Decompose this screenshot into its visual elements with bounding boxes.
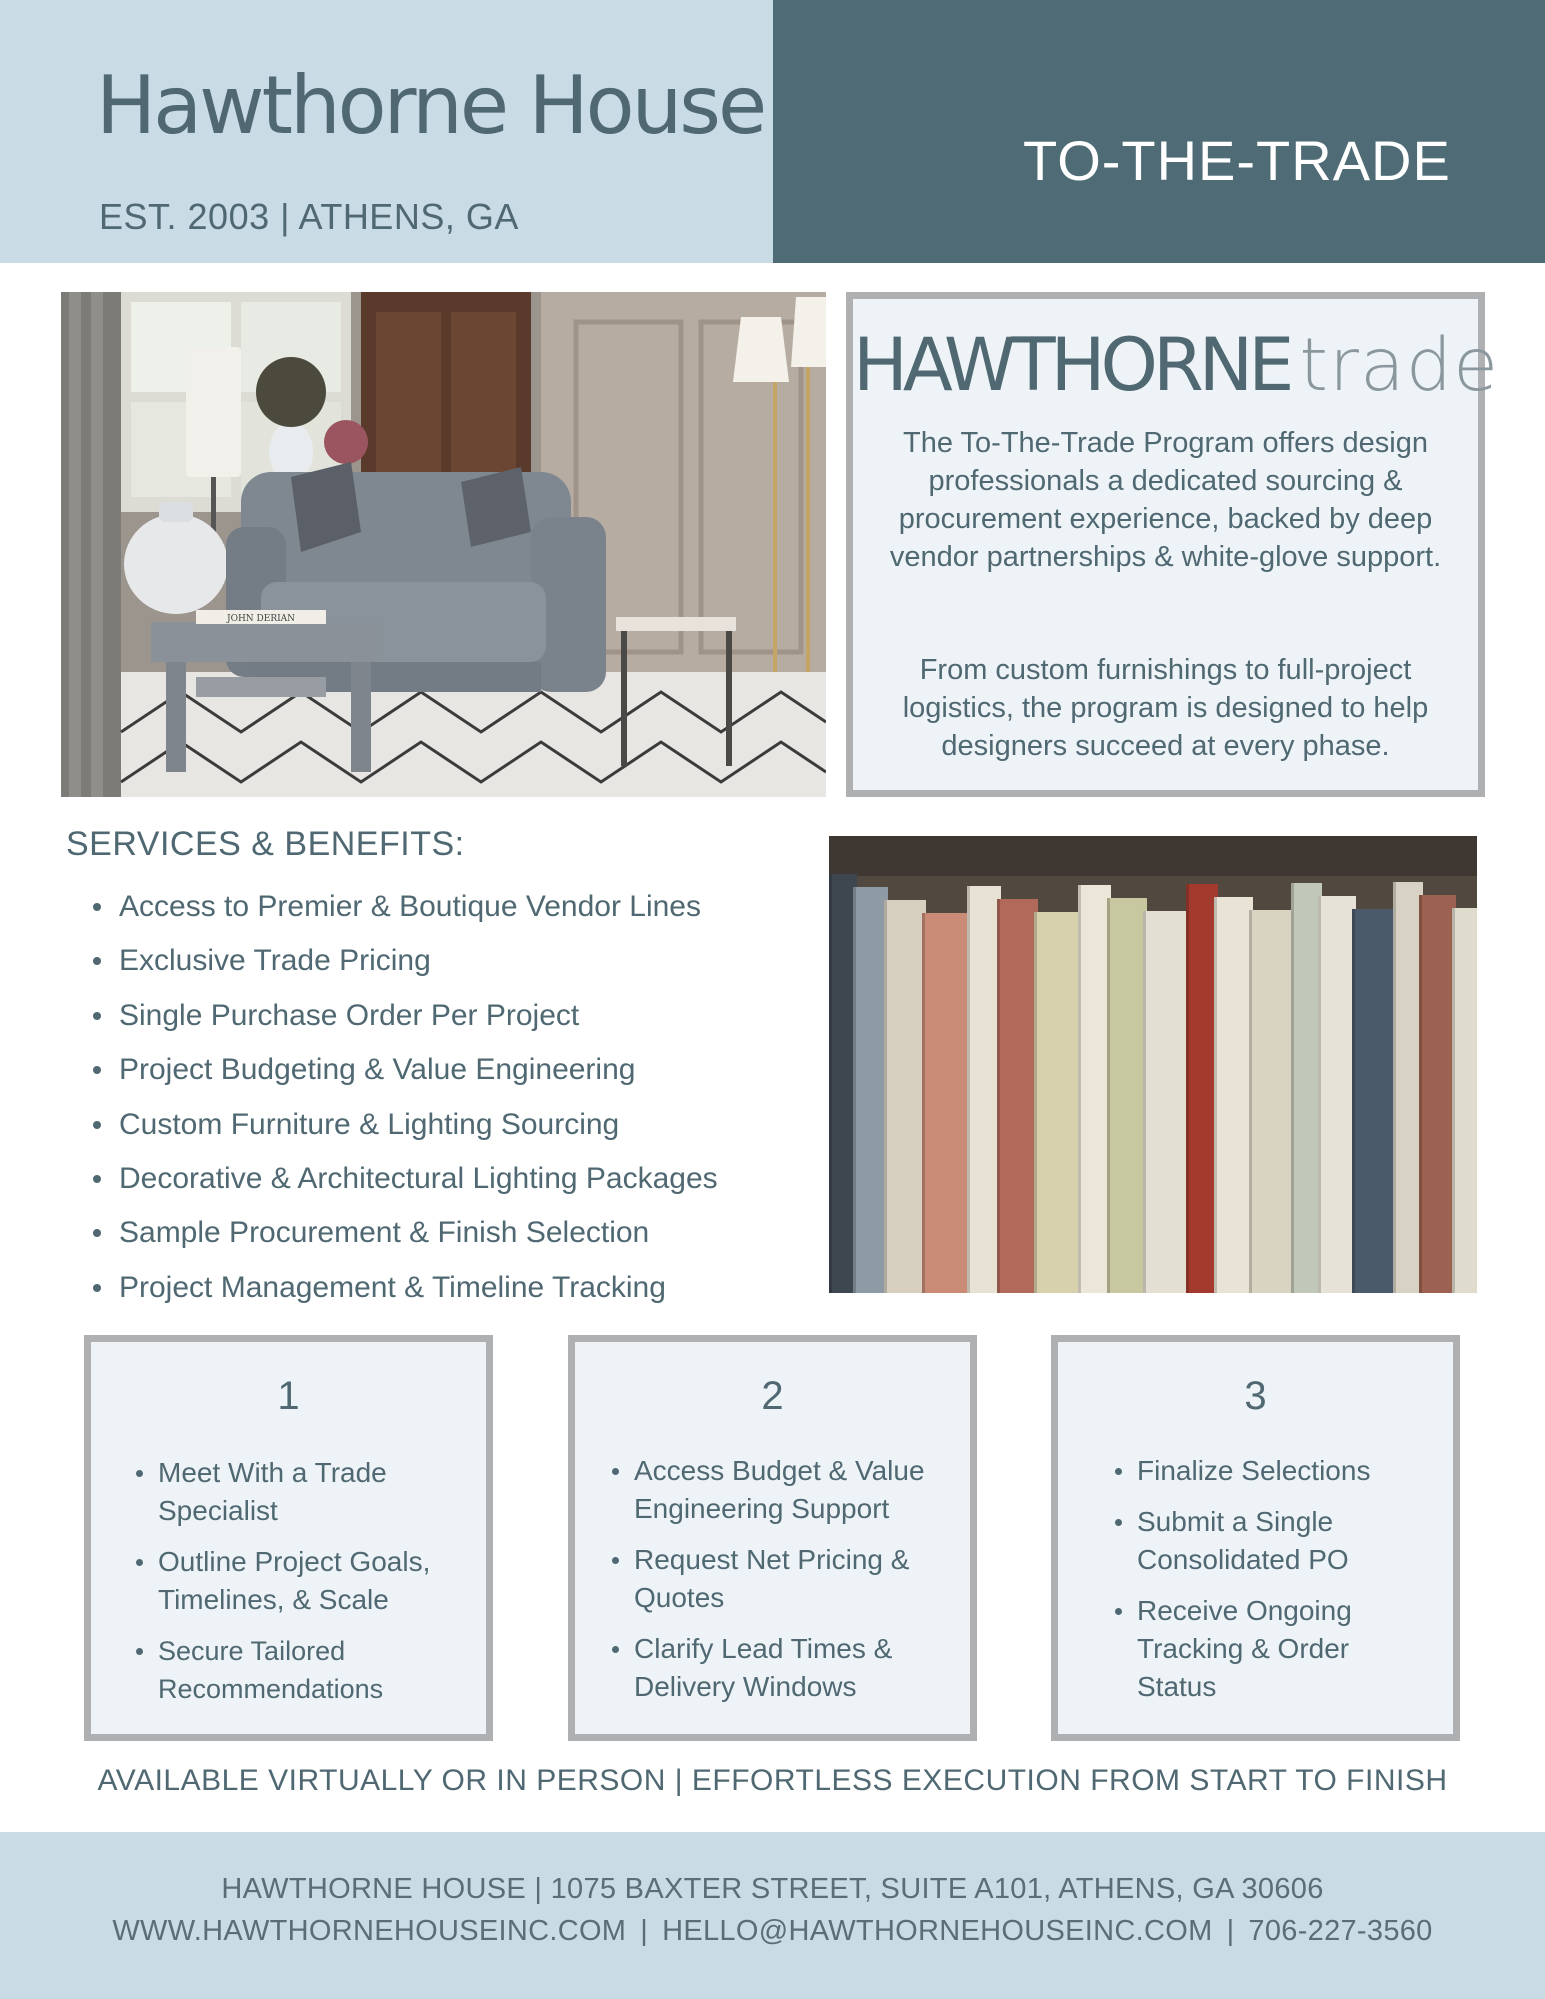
fabric-swatch	[1143, 911, 1190, 1293]
fabric-swatch	[997, 899, 1038, 1293]
list-item: Single Purchase Order Per Project	[90, 993, 718, 1047]
fabric-swatch-shadow	[1034, 912, 1037, 1293]
book-spine-label: JOHN DERIAN	[226, 614, 296, 624]
fabric-swatch-shadow	[1291, 883, 1294, 1293]
fabric-swatch-shadow	[1214, 897, 1217, 1293]
step-card-1	[84, 1335, 493, 1741]
fabric-swatch-shadow	[1352, 909, 1355, 1293]
trade-program-panel	[846, 292, 1500, 797]
fabric-swatch	[922, 913, 971, 1293]
email-link[interactable]: HELLO@HAWTHORNEHOUSEINC.COM	[662, 1915, 1213, 1947]
fabric-swatch-shadow	[884, 900, 887, 1293]
trade-program-details: From custom furnishings to full-project logistics, the program is designed to help designers succeed at every phase.	[902, 654, 1429, 762]
living-room-photo	[61, 292, 826, 797]
fabric-swatch	[1452, 908, 1477, 1293]
list-item: Outline Project Goals, Timelines, & Scale	[133, 1543, 463, 1619]
fabric-swatch	[1107, 898, 1147, 1293]
header-title: TO-THE-TRADE	[1023, 129, 1451, 192]
step-list	[609, 1452, 954, 1719]
fabric-swatch-shadow	[1249, 910, 1252, 1293]
fabric-swatch	[967, 886, 1001, 1293]
list-item: Sample Procurement & Finish Selection	[90, 1210, 718, 1264]
list-item: Submit a Single Consolidated PO	[1112, 1503, 1432, 1579]
fabric-swatch	[1352, 909, 1397, 1293]
fabric-swatch	[1393, 882, 1423, 1293]
list-item: Custom Furniture & Lighting Sourcing	[90, 1102, 718, 1156]
fabric-samples-photo	[829, 836, 1477, 1293]
fabric-swatch-shadow	[1078, 885, 1081, 1293]
fabric-swatch	[1034, 912, 1082, 1293]
list-item: Receive Ongoing Tracking & Order Status	[1112, 1592, 1432, 1706]
services-title: SERVICES & BENEFITS:	[66, 825, 465, 863]
phone-link[interactable]: 706-227-3560	[1248, 1915, 1433, 1947]
fabric-swatch	[1318, 896, 1356, 1293]
footer-separator: |	[1226, 1915, 1235, 1947]
step-list	[1112, 1452, 1432, 1719]
footer-contact	[0, 1915, 1545, 1948]
list-item: Project Budgeting & Value Engineering	[90, 1047, 718, 1101]
step-card-3	[1051, 1335, 1460, 1741]
fabric-swatch-shadow	[967, 886, 970, 1293]
fabric-swatch-shadow	[1393, 882, 1396, 1293]
list-item: Decorative & Architectural Lighting Packages	[90, 1156, 718, 1210]
list-item: Access Budget & Value Engineering Support	[609, 1452, 954, 1528]
list-item: Access to Premier & Boutique Vendor Lines	[90, 884, 718, 938]
hawthorne-trade-logo	[853, 323, 1500, 408]
fabric-swatch	[1291, 883, 1322, 1293]
fabric-swatch-shadow	[1419, 895, 1422, 1293]
fabric-swatch-shadow	[829, 874, 832, 1293]
fabric-swatch	[1214, 897, 1253, 1293]
services-list	[90, 884, 718, 1319]
list-item: Finalize Selections	[1112, 1452, 1432, 1490]
fabric-swatch-shadow	[853, 887, 856, 1293]
fabric-swatch-shadow	[1143, 911, 1146, 1293]
step-card-2	[568, 1335, 977, 1741]
list-item: Clarify Lead Times & Delivery Windows	[609, 1630, 954, 1706]
footer-address: HAWTHORNE HOUSE | 1075 BAXTER STREET, SUITE A101, ATHENS, GA 30606	[221, 1873, 1324, 1905]
step-list	[133, 1454, 463, 1721]
fabric-swatch-shadow	[922, 913, 925, 1293]
fabric-swatch-shadow	[997, 899, 1000, 1293]
list-item: Secure Tailored Recommendations	[133, 1632, 463, 1708]
fabric-swatch	[884, 900, 926, 1293]
fabric-swatch	[853, 887, 888, 1293]
trade-logo-word-trade: trade	[1299, 323, 1500, 408]
tagline: AVAILABLE VIRTUALLY OR IN PERSON | EFFORTLESS EXECUTION FROM START TO FINISH	[97, 1764, 1448, 1797]
trade-logo-word-hawthorne: HAWTHORNE	[853, 323, 1290, 408]
fabric-swatch	[1078, 885, 1111, 1293]
step-number: 3	[1244, 1374, 1267, 1418]
fabric-swatch	[829, 874, 857, 1293]
list-item: Request Net Pricing & Quotes	[609, 1541, 954, 1617]
step-number: 1	[277, 1374, 300, 1418]
fabric-swatch-shadow	[1186, 884, 1189, 1293]
trade-program-description: The To-The-Trade Program offers design professionals a dedicated sourcing & procurement experience, backed by deep vendor partnerships & white-glove support.	[889, 427, 1442, 573]
brand-name: Hawthorne House	[96, 59, 765, 152]
fabric-swatch-shadow	[1318, 896, 1321, 1293]
website-link[interactable]: WWW.HAWTHORNEHOUSEINC.COM	[112, 1915, 627, 1947]
step-number: 2	[761, 1374, 784, 1418]
list-item: Project Management & Timeline Tracking	[90, 1265, 718, 1319]
list-item: Meet With a Trade Specialist	[133, 1454, 463, 1530]
fabric-swatch	[1249, 910, 1295, 1293]
fabric-swatch	[1419, 895, 1456, 1293]
fabric-swatch-shadow	[1107, 898, 1110, 1293]
list-item: Exclusive Trade Pricing	[90, 938, 718, 992]
brand-established: EST. 2003 | ATHENS, GA	[99, 196, 519, 237]
fabric-swatch-shadow	[1452, 908, 1455, 1293]
footer-separator: |	[640, 1915, 649, 1947]
fabric-swatch	[1186, 884, 1218, 1293]
